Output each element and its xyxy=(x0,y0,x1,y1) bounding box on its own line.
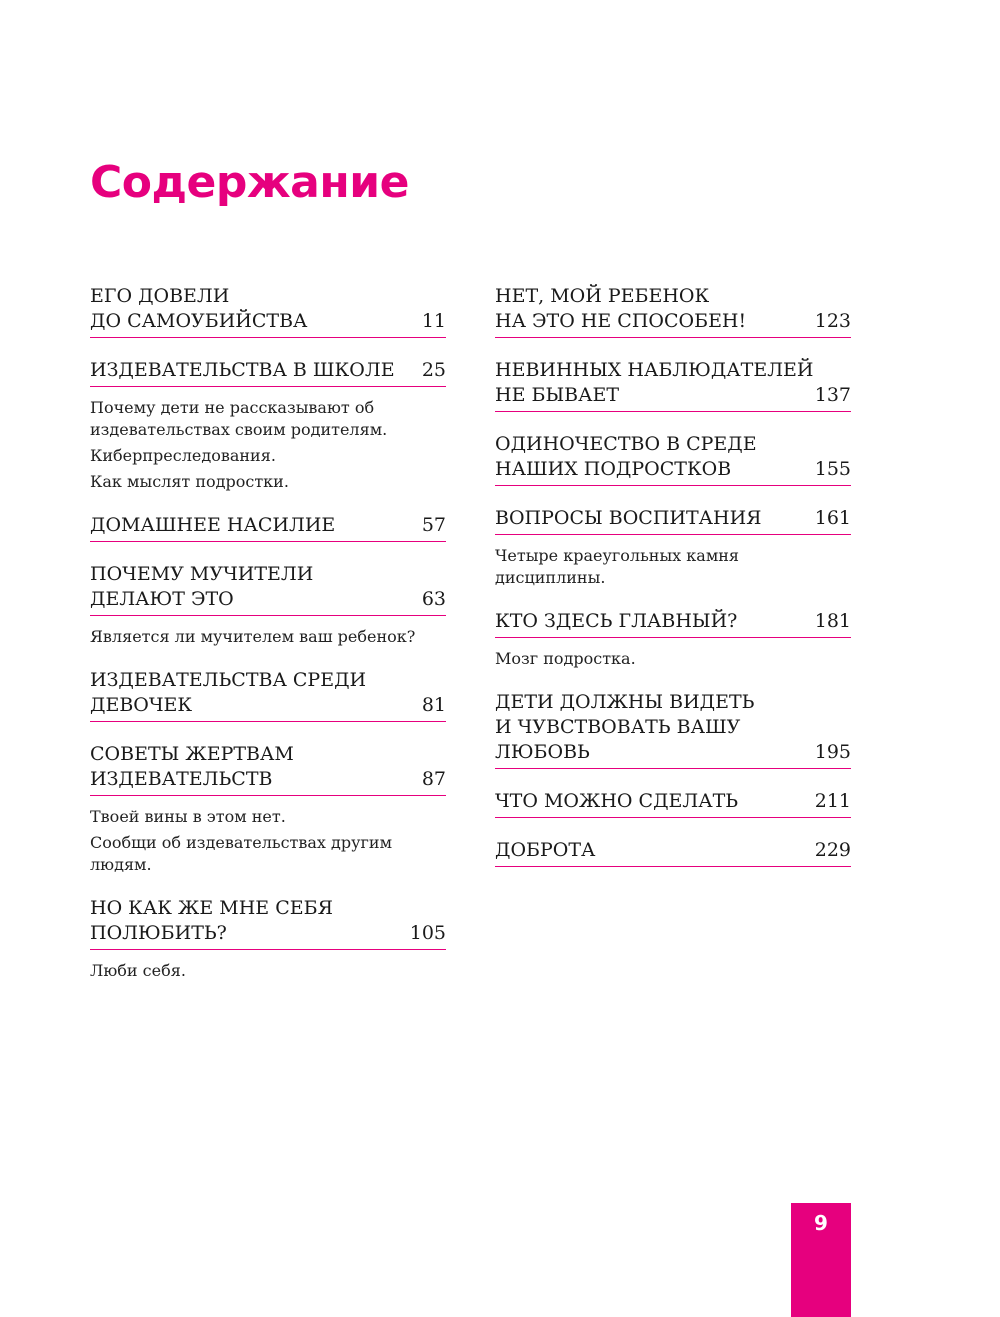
toc-heading-line: ДЕТИ ДОЛЖНЫ ВИДЕТЬ xyxy=(495,691,755,713)
toc-page-number: 81 xyxy=(421,694,446,716)
toc-entry-heading xyxy=(495,838,851,867)
toc-entry xyxy=(90,742,446,876)
toc-entry-heading xyxy=(90,896,446,950)
toc-subtopic: Твоей вины в этом нет. xyxy=(90,807,286,826)
toc-heading-line: ДОМАШНЕЕ НАСИЛИЕ xyxy=(90,514,336,536)
toc-entry xyxy=(495,506,851,589)
toc-page-number: 155 xyxy=(814,458,851,480)
toc-page-number: 211 xyxy=(814,790,851,812)
toc-entry-heading xyxy=(90,513,446,542)
toc-heading-line: СОВЕТЫ ЖЕРТВАМ xyxy=(90,743,294,765)
toc-subtopic: Как мыслят подростки. xyxy=(90,472,289,491)
toc-entry-heading xyxy=(495,358,851,412)
toc-heading-line: ДЕЛАЮТ ЭТО xyxy=(90,588,234,610)
toc-page-number: 57 xyxy=(421,514,446,536)
toc-page-number: 11 xyxy=(421,310,446,332)
toc-heading-line: НА ЭТО НЕ СПОСОБЕН! xyxy=(495,310,747,332)
toc-heading-line: КТО ЗДЕСЬ ГЛАВНЫЙ? xyxy=(495,610,738,632)
toc-column-right xyxy=(495,284,851,887)
toc-entry xyxy=(495,838,851,867)
toc-entry xyxy=(495,690,851,769)
toc-entry xyxy=(90,896,446,982)
toc-entry-heading xyxy=(90,562,446,616)
toc-entry xyxy=(90,562,446,648)
toc-entry xyxy=(495,432,851,486)
toc-subtopics xyxy=(90,806,446,876)
toc-column-left xyxy=(90,284,446,1002)
toc-subtopic: Люби себя. xyxy=(90,961,186,980)
toc-entry-heading xyxy=(495,506,851,535)
toc-heading-line: ВОПРОСЫ ВОСПИТАНИЯ xyxy=(495,507,762,529)
toc-heading-line: ОДИНОЧЕСТВО В СРЕДЕ xyxy=(495,433,757,455)
toc-heading-line: НО КАК ЖЕ МНЕ СЕБЯ xyxy=(90,897,333,919)
toc-page-number: 181 xyxy=(814,610,851,632)
toc-heading-line: ДО САМОУБИЙСТВА xyxy=(90,310,308,332)
toc-heading-line: ИЗДЕВАТЕЛЬСТВА СРЕДИ xyxy=(90,669,367,691)
toc-subtopics xyxy=(90,397,446,493)
toc-subtopics xyxy=(495,545,851,589)
toc-entry-heading xyxy=(90,742,446,796)
toc-entry xyxy=(90,358,446,493)
toc-heading-line: ЕГО ДОВЕЛИ xyxy=(90,285,230,307)
toc-page-number: 105 xyxy=(409,922,446,944)
toc-entry-heading xyxy=(495,284,851,338)
toc-heading-line: ЛЮБОВЬ xyxy=(495,741,590,763)
toc-page-number: 123 xyxy=(814,310,851,332)
toc-subtopic: Сообщи об издевательствах другим людям. xyxy=(90,833,393,874)
toc-page-number: 195 xyxy=(814,741,851,763)
toc-page-number: 63 xyxy=(421,588,446,610)
toc-subtopic: Является ли мучителем ваш ребенок? xyxy=(90,627,416,646)
toc-entry xyxy=(90,513,446,542)
toc-entry-heading xyxy=(90,668,446,722)
page-number-tab xyxy=(791,1203,851,1317)
toc-subtopic: Четыре краеугольных камня дисциплины. xyxy=(495,546,740,587)
toc-heading-line: ДЕВОЧЕК xyxy=(90,694,193,716)
toc-heading-line: НЕВИННЫХ НАБЛЮДАТЕЛЕЙ xyxy=(495,359,814,381)
toc-entry xyxy=(90,668,446,722)
toc-heading-line: ИЗДЕВАТЕЛЬСТВ xyxy=(90,768,273,790)
toc-entry-heading xyxy=(495,432,851,486)
toc-entry xyxy=(495,284,851,338)
toc-page-number: 25 xyxy=(421,359,446,381)
toc-heading-line: И ЧУВСТВОВАТЬ ВАШУ xyxy=(495,716,741,738)
toc-entry-heading xyxy=(90,284,446,338)
toc-entry xyxy=(495,789,851,818)
toc-entry-heading xyxy=(495,609,851,638)
toc-page-number: 87 xyxy=(421,768,446,790)
toc-subtopics xyxy=(90,626,446,648)
toc-subtopic: Мозг подростка. xyxy=(495,649,636,668)
toc-heading-line: ЧТО МОЖНО СДЕЛАТЬ xyxy=(495,790,739,812)
toc-subtopic: Киберпреследования. xyxy=(90,446,276,465)
page-title: Содержание xyxy=(90,157,409,208)
toc-heading-line: ИЗДЕВАТЕЛЬСТВА В ШКОЛЕ xyxy=(90,359,395,381)
toc-subtopic: Почему дети не рассказывают об издевательствах своим родителям. xyxy=(90,398,388,439)
toc-entry-heading xyxy=(495,690,851,769)
toc-heading-line: ДОБРОТА xyxy=(495,839,596,861)
toc-heading-line: НЕ БЫВАЕТ xyxy=(495,384,620,406)
toc-entry xyxy=(90,284,446,338)
toc-subtopics xyxy=(90,960,446,982)
toc-heading-line: НАШИХ ПОДРОСТКОВ xyxy=(495,458,732,480)
toc-heading-line: ПОЛЮБИТЬ? xyxy=(90,922,227,944)
page-number: 9 xyxy=(814,1211,828,1235)
toc-page-number: 229 xyxy=(814,839,851,861)
toc-page-number: 161 xyxy=(814,507,851,529)
toc-entry-heading xyxy=(495,789,851,818)
toc-heading-line: ПОЧЕМУ МУЧИТЕЛИ xyxy=(90,563,314,585)
toc-page-number: 137 xyxy=(814,384,851,406)
toc-entry-heading xyxy=(90,358,446,387)
toc-heading-line: НЕТ, МОЙ РЕБЕНОК xyxy=(495,285,710,307)
toc-entry xyxy=(495,609,851,670)
toc-subtopics xyxy=(495,648,851,670)
toc-entry xyxy=(495,358,851,412)
